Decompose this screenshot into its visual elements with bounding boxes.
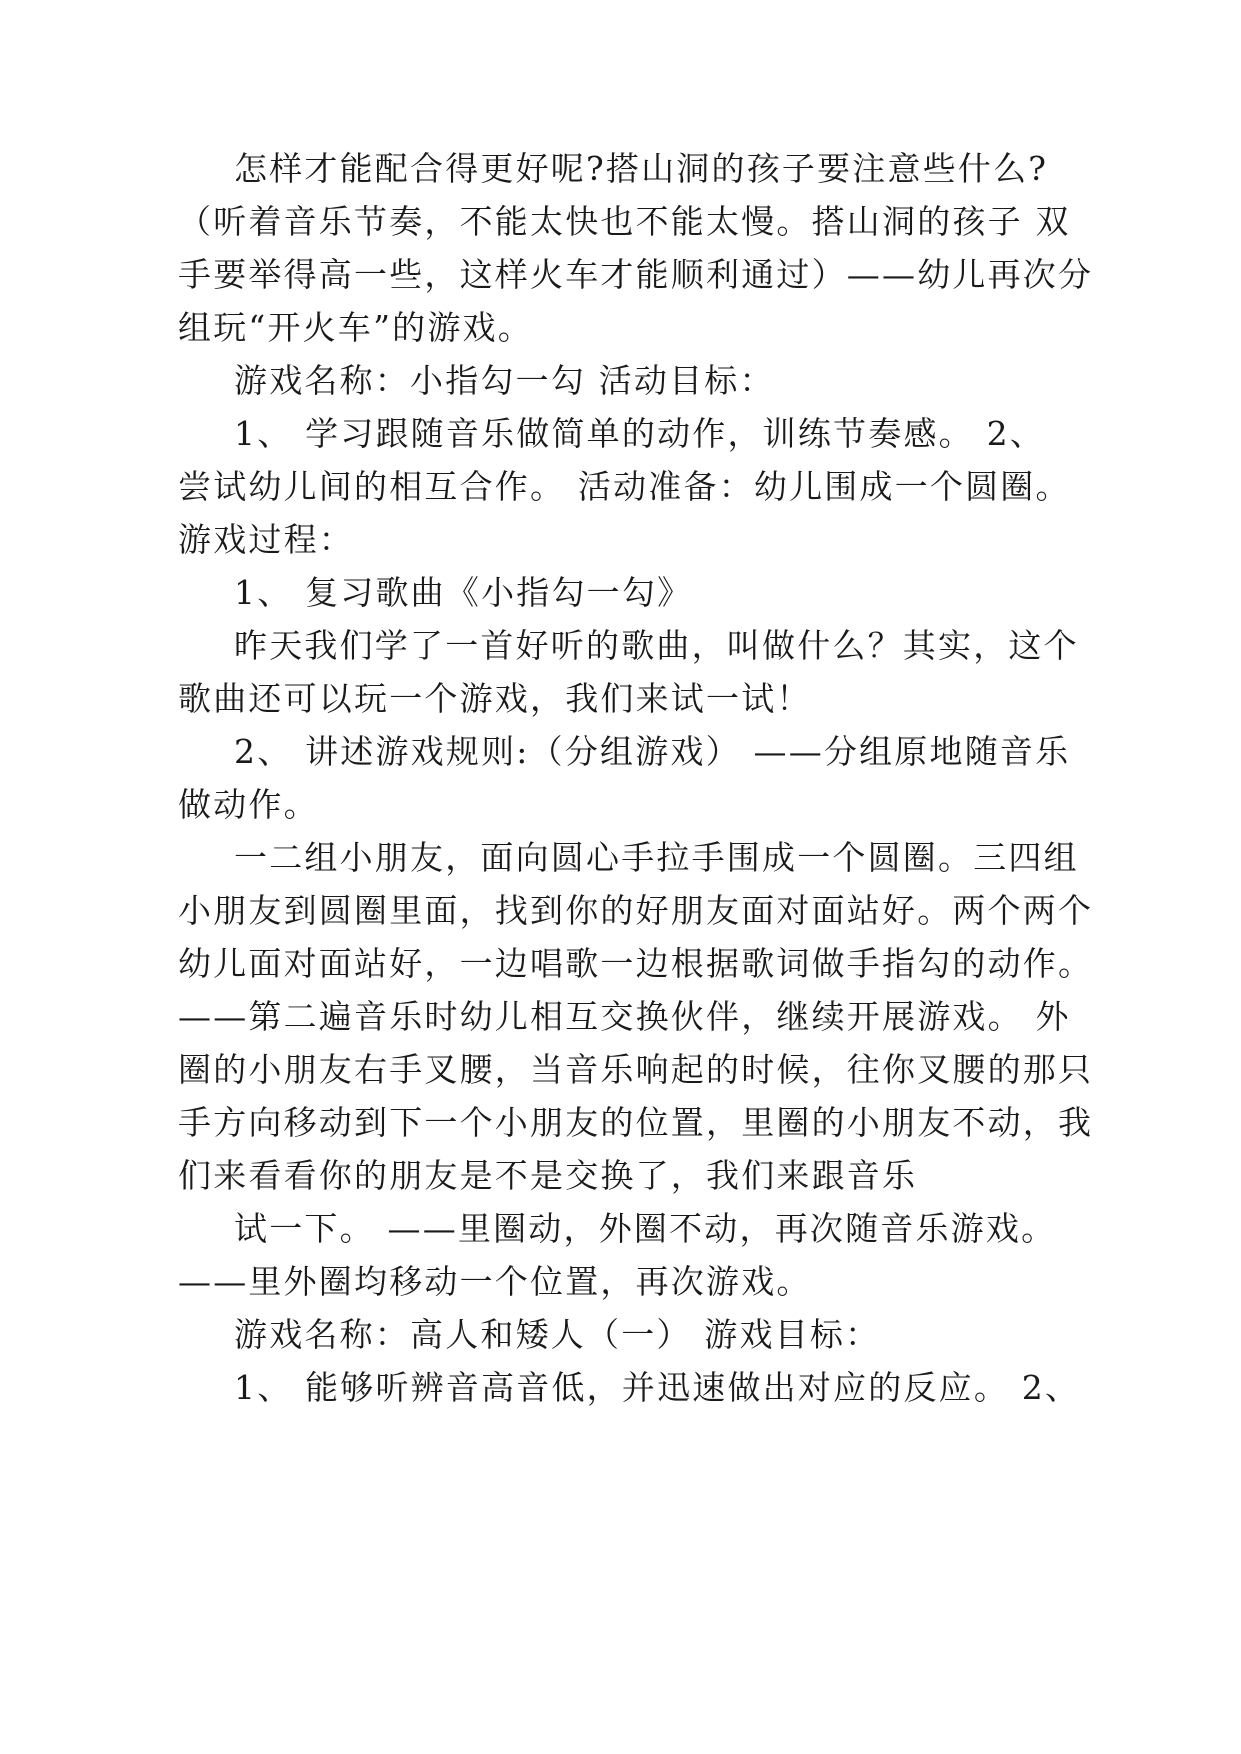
text-line: 怎样才能配合得更好呢?搭山洞的孩子要注意些什么? <box>234 149 1049 188</box>
text-line: 组玩“开火车”的游戏。 <box>178 308 533 347</box>
text-line: 圈的小朋友右手叉腰，当音乐响起的时候，往你叉腰的那只 <box>178 1050 1094 1089</box>
text-line: （听着音乐节奏，不能太快也不能太慢。搭山洞的孩子 双 <box>178 202 1071 241</box>
text-line: 手要举得高一些，这样火车才能顺利通过）——幼儿再次分 <box>178 255 1094 294</box>
text-line: 1、 能够听辨音高音低，并迅速做出对应的反应。 2、 <box>234 1368 1081 1407</box>
text-line: 2、 讲述游戏规则:（分组游戏） ——分组原地随音乐 <box>234 732 1071 771</box>
text-line: 小朋友到圆圈里面，找到你的好朋友面对面站好。两个两个 <box>178 891 1094 930</box>
text-line: 尝试幼儿间的相互合作。 活动准备：幼儿围成一个圆圈。 <box>178 467 1071 506</box>
text-line: 试一下。 ——里圈动，外圈不动，再次随音乐游戏。 <box>234 1209 1057 1248</box>
text-line: 游戏名称：小指勾一勾 活动目标： <box>234 361 775 400</box>
text-line: 1、 学习跟随音乐做简单的动作，训练节奏感。 2、 <box>234 414 1045 453</box>
text-line: 一二组小朋友，面向圆心手拉手围成一个圆圈。三四组 <box>234 838 1079 877</box>
text-line: 歌曲还可以玩一个游戏，我们来试一试！ <box>178 679 812 718</box>
text-line: ——里外圈均移动一个位置，再次游戏。 <box>178 1262 812 1301</box>
text-line: 昨天我们学了一首好听的歌曲，叫做什么？其实，这个 <box>234 626 1079 665</box>
text-line: 们来看看你的朋友是不是交换了，我们来跟音乐 <box>178 1156 918 1195</box>
text-line: ——第二遍音乐时幼儿相互交换伙伴，继续开展游戏。 外 <box>178 997 1071 1036</box>
text-line: 游戏过程： <box>178 520 354 559</box>
text-line: 做动作。 <box>178 785 319 824</box>
text-line: 手方向移动到下一个小朋友的位置，里圈的小朋友不动，我 <box>178 1103 1094 1142</box>
text-line: 游戏名称：高人和矮人（一） 游戏目标： <box>234 1315 881 1354</box>
text-line: 1、 复习歌曲《小指勾一勾》 <box>234 573 693 612</box>
text-line: 幼儿面对面站好，一边唱歌一边根据歌词做手指勾的动作。 <box>178 944 1094 983</box>
